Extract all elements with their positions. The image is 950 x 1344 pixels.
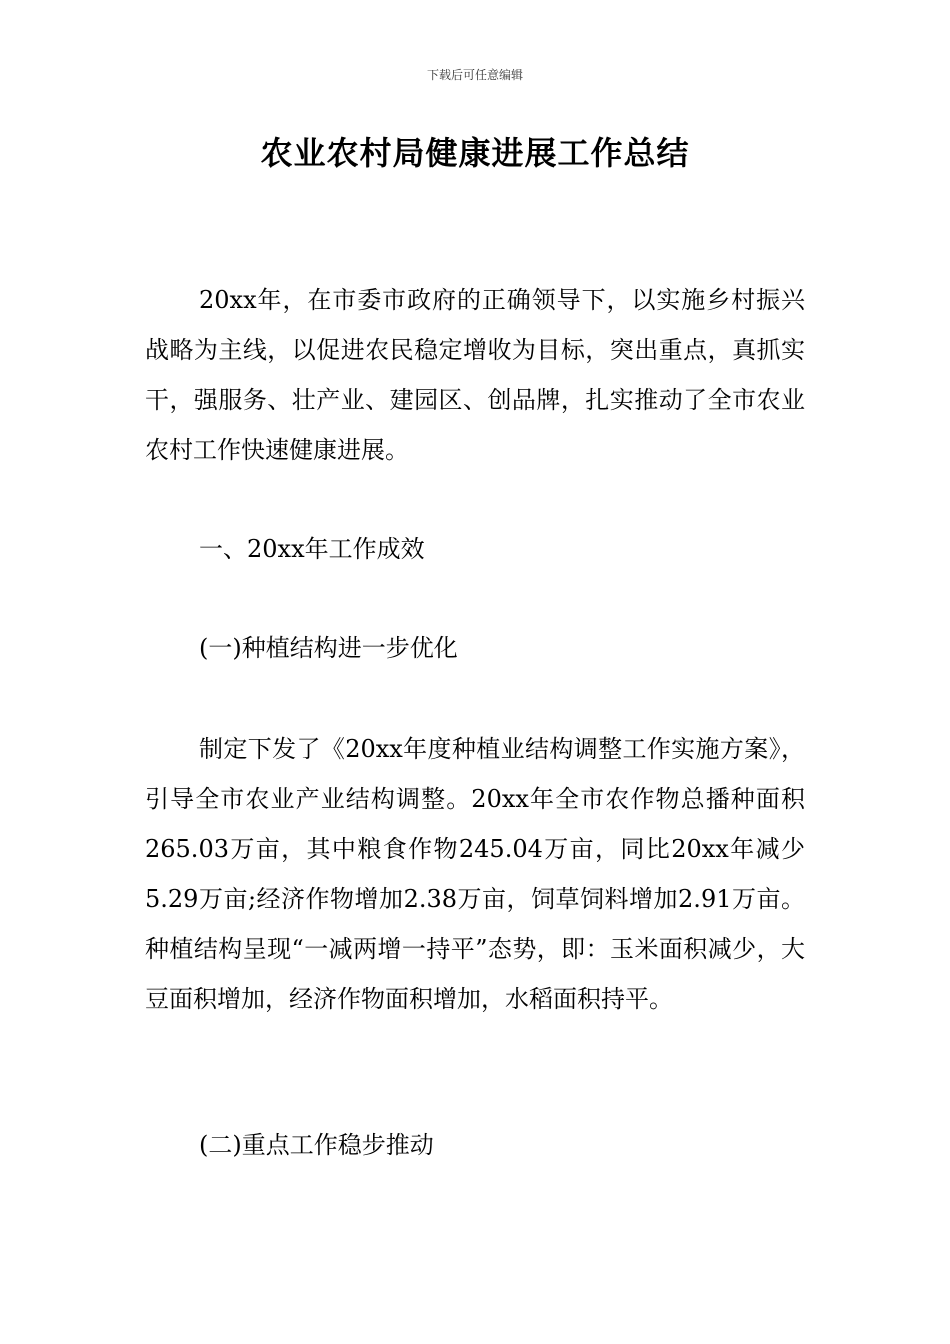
document-title: 农业农村局健康进展工作总结: [260, 134, 690, 172]
header-note: 下载后可任意编辑: [426, 68, 523, 82]
subsection-heading-2: (二)重点工作稳步推动: [199, 1131, 434, 1159]
intro-paragraph: 20xx年，在市委市政府的正确领导下，以实施乡村振兴战略为主线，以促进农民稳定增收为目标，突出重点，真抓实干，强服务、壮产业、建园区、创品牌，扎实推动了全市农业农村工作快速健康进展。: [145, 286, 805, 464]
section-heading-1: 一、20xx年工作成效: [199, 535, 425, 563]
subsection-heading-1: (一)种植结构进一步优化: [199, 634, 458, 662]
subsection-body-1: 制定下发了《20xx年度种植业结构调整工作实施方案》，引导全市农业产业结构调整。20xx年全市农作物总播种面积265.03万亩，其中粮食作物245.04万亩，同比20xx年减少5.29万亩;经济作物增加2.38万亩，饲草饲料增加2.91万亩。种植结构呈现“一减两增一持平”态势，即：玉米面积减少，大豆面积增加，经济作物面积增加，水稻面积持平。: [145, 735, 805, 1013]
